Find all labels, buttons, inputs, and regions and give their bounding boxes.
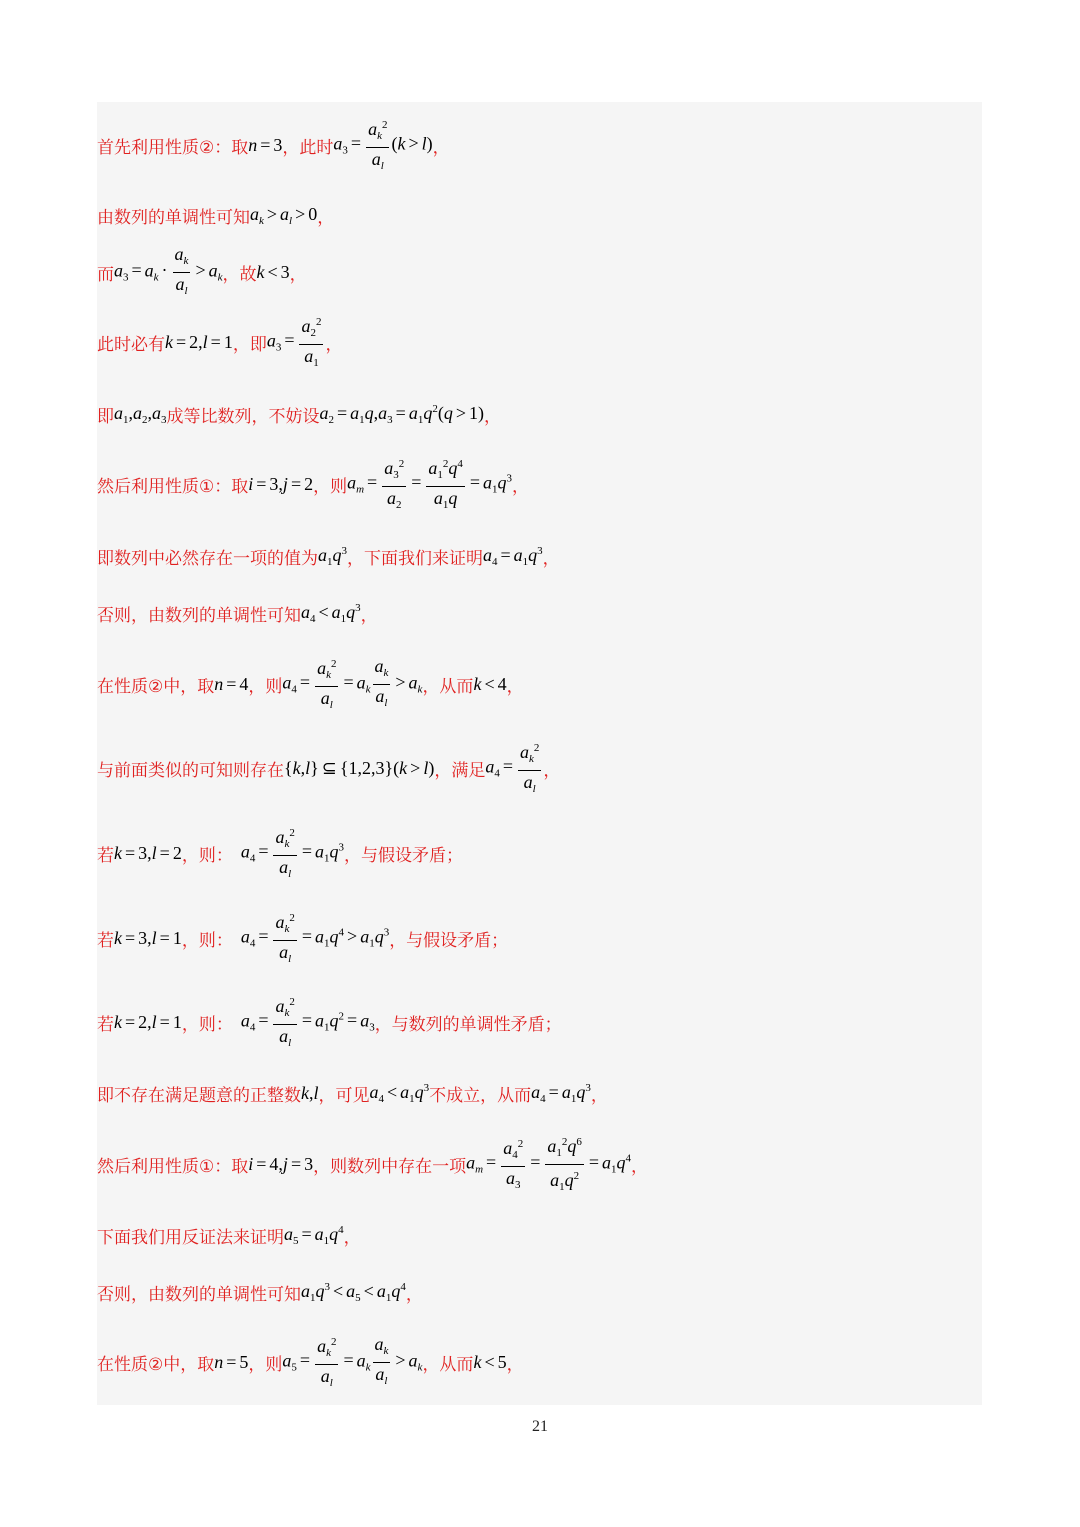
line-text: ， (483, 406, 501, 427)
line-2 (97, 185, 334, 245)
formula: {k,l} ⊆ {1,2,3}(k > l) (284, 757, 435, 778)
formula: i = 3,j = 2 (248, 473, 314, 494)
line-text: ， (506, 676, 524, 697)
line-text: ， (432, 137, 450, 158)
formula: $a_1q^3 < a_5 < a_1q^4$ (301, 1280, 406, 1304)
line-text: ， (289, 264, 307, 285)
line-13 (97, 992, 562, 1052)
line-text: ，与假设矛盾； (389, 930, 509, 951)
formula: $a_4$ = $\frac{a_k^2}{a_l}$ = $a_1q^3$ (241, 823, 344, 884)
formula: $a_3$ = $\frac{a_k^2}{a_l}$ (k > l) (333, 115, 432, 176)
page-number: 21 (532, 1418, 548, 1435)
formula: $a_3$ = $\frac{a_2^2}{a_1}$ (267, 312, 326, 373)
line-text: ，满足 (434, 760, 486, 781)
line-text: 即数列中必然存在一项的值为 (97, 548, 318, 569)
solution-content (97, 102, 982, 1405)
line-8 (97, 583, 378, 643)
line-11 (97, 823, 463, 883)
line-text: 由数列的单调性可知 (97, 207, 250, 228)
line-5 (97, 384, 501, 444)
line-text: ，则： (181, 845, 233, 866)
formula: n = 4 (214, 673, 249, 694)
line-7 (97, 526, 560, 586)
line-text: ，则 (248, 1354, 283, 1375)
formula: $a_4$ = $\frac{a_k^2}{a_l}$ = $a_1q^4 > a_1q^3$ (241, 908, 389, 969)
line-text: ，与数列的单调性矛盾； (374, 1014, 562, 1035)
line-1 (97, 115, 450, 175)
line-18 (97, 1332, 524, 1392)
line-text: 而 (97, 264, 114, 285)
line-text: ， (405, 1284, 423, 1305)
formula: $a_4$ = $\frac{a_k^2}{a_l}$ = $a_1q^2 = a_3$ (241, 992, 375, 1053)
line-text: ，则数列中存在一项 (313, 1156, 467, 1177)
formula: $a_5 = a_1q^4$ (284, 1223, 344, 1247)
line-17 (97, 1262, 423, 1322)
line-text: 与前面类似的可知则存在 (97, 760, 284, 781)
line-text: 若 (97, 1014, 114, 1035)
line-10 (97, 738, 560, 798)
line-text: ， (631, 1156, 649, 1177)
formula: $a_m$ = $\frac{a_4^2}{a_3}$ = $\frac{a_1^2q^6}{a_1q^2}$ = $a_1q^4$ (466, 1132, 631, 1197)
formula: $a_1,a_2,a_3$ (114, 402, 167, 426)
line-text: ， (590, 1085, 608, 1106)
line-text: ，从而 (422, 676, 474, 697)
formula: n = 5 (214, 1351, 249, 1372)
line-text: 此时必有 (97, 334, 165, 355)
formula: n = 3 (248, 134, 283, 155)
formula: $a_4 = a_1q^3$ (531, 1081, 591, 1105)
formula: k < 3 (256, 261, 290, 282)
line-text: 然后利用性质①：取 (97, 1156, 249, 1177)
line-text: 在性质②中，取 (97, 676, 215, 697)
formula: k = 2,l = 1 (114, 1011, 182, 1032)
line-text: ， (317, 207, 335, 228)
line-3 (97, 242, 307, 302)
formula: $a_4$ = $\frac{a_k^2}{a_l}$ = $a_k$ $\frac{a_k}{a_l}$ > $a_k$ (282, 655, 423, 711)
line-text: ， (506, 1354, 524, 1375)
line-text: 下面我们用反证法来证明 (97, 1227, 284, 1248)
line-text: 否则，由数列的单调性可知 (97, 605, 301, 626)
line-text: 首先利用性质②：取 (97, 137, 249, 158)
line-text: ，下面我们来证明 (347, 548, 483, 569)
line-text: ， (512, 476, 530, 497)
line-4 (97, 312, 342, 372)
line-text: ， (542, 548, 560, 569)
formula: $a_k > a_l > 0$ (250, 203, 318, 227)
formula: $a_3 = a_k$ · $\frac{a_k}{a_l}$ > $a_k$ (114, 243, 223, 297)
line-text: ，则 (248, 676, 283, 697)
line-text: 若 (97, 845, 114, 866)
line-text: ， (360, 605, 378, 626)
formula: $a_4 = a_1q^3$ (483, 544, 543, 568)
formula: $a_5$ = $\frac{a_k^2}{a_l}$ = $a_k$ $\frac{a_k}{a_l}$ > $a_k$ (282, 1333, 423, 1389)
line-text: 在性质②中，取 (97, 1354, 215, 1375)
line-16 (97, 1205, 361, 1265)
line-text: ， (543, 760, 561, 781)
line-9 (97, 654, 524, 714)
line-text: ， (325, 334, 343, 355)
line-text: ， (343, 1227, 361, 1248)
formula: k < 4 (473, 673, 507, 694)
line-text: 否则，由数列的单调性可知 (97, 1284, 301, 1305)
line-text: ，则： (181, 1014, 233, 1035)
line-6 (97, 454, 529, 514)
line-text: 然后利用性质①：取 (97, 476, 249, 497)
line-text: ，与假设矛盾； (344, 845, 464, 866)
line-text: ，即 (232, 334, 267, 355)
formula: k = 3,l = 2 (114, 842, 182, 863)
formula: k = 3,l = 1 (114, 927, 182, 948)
line-text: ，此时 (282, 137, 334, 158)
line-text: ，故 (222, 264, 257, 285)
formula: k = 2,l = 1 (165, 331, 233, 352)
line-text: 即 (97, 406, 114, 427)
formula: $a_4 < a_1q^3$ (301, 601, 361, 625)
line-text: 不成立，从而 (429, 1085, 532, 1106)
line-text: 成等比数列，不妨设 (166, 406, 320, 427)
formula: $a_4$ = $\frac{a_k^2}{a_l}$ (485, 738, 543, 799)
line-text: ，从而 (422, 1354, 474, 1375)
formula: $a_1q^3$ (318, 544, 347, 568)
line-14 (97, 1063, 608, 1123)
formula: k,l (301, 1082, 319, 1103)
formula: $a_2 = a_1q,a_3 = a_1q^2(q > 1)$ (319, 402, 484, 426)
formula: $a_4 < a_1q^3$ (369, 1081, 430, 1105)
line-text: 若 (97, 930, 114, 951)
line-text: 即不存在满足题意的正整数 (97, 1085, 301, 1106)
line-15 (97, 1134, 648, 1194)
formula: i = 4,j = 3 (248, 1153, 314, 1174)
formula: $a_m$ = $\frac{a_3^2}{a_2}$ = $\frac{a_1^2q^4}{a_1q}$ = $a_1q^3$ (347, 454, 512, 515)
line-text: ，则： (181, 930, 233, 951)
line-12 (97, 908, 508, 968)
line-text: ，可见 (318, 1085, 370, 1106)
line-text: ，则 (313, 476, 348, 497)
formula: k < 5 (473, 1351, 507, 1372)
